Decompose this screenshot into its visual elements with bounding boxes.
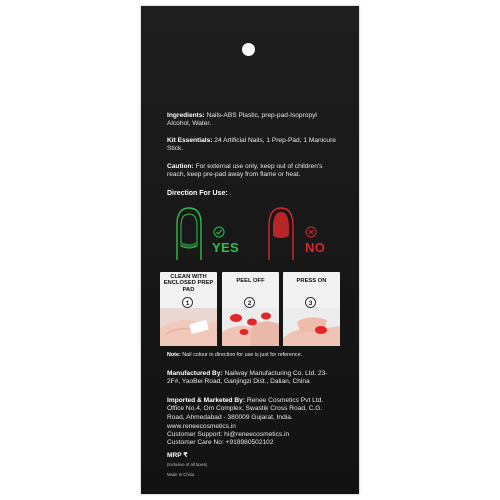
ingredients-text (167, 112, 339, 129)
ingredients-value: Nails-ABS Plastic, prep-pad-Isopropyl Alcohol, Water. (167, 112, 317, 128)
step-label: PEEL OFF (236, 278, 265, 284)
imported-by-label: Imported & Marketed By: (167, 397, 246, 404)
note-text (167, 352, 339, 359)
step-card-press (283, 272, 340, 346)
mrp-inclusive-text: (Inclusive of all taxes) (167, 462, 208, 467)
kit-essentials-label: Kit Essentials: (167, 137, 213, 144)
no-label: NO (305, 240, 326, 255)
step-card-clean (160, 272, 217, 346)
step-card-peel (222, 272, 279, 346)
mrp-label: MRP ₹ (167, 452, 188, 459)
product-card-back (141, 6, 359, 494)
caution-text (167, 163, 339, 180)
check-circle-icon (213, 226, 225, 238)
imported-by-text (167, 397, 339, 422)
step-label: PRESS ON (296, 278, 327, 284)
note-label: Note: (167, 352, 181, 358)
manufactured-by-label: Manufactured By: (167, 370, 223, 377)
made-in-text: Made In China (167, 472, 195, 477)
yes-label: YES (212, 240, 239, 255)
imported-by-value: Renee Cosmetics Pvt Ltd. Office No.4, Om Complex, Swastik Cross Road, C.G. Road, Ahmedabad - 380009 Gujarat, India. (167, 397, 324, 421)
ingredients-label: Ingredients: (167, 112, 205, 119)
manufactured-by-text (167, 370, 339, 387)
caution-value: For external use only, keep out of children's reach, keep pre-pad away from flame or heat. (167, 163, 323, 179)
step-number: 2 (244, 297, 255, 308)
hand-cleaning-illustration (160, 308, 217, 346)
cross-circle-icon (305, 226, 317, 238)
customer-support-text: Customer Support: hi@reneecosmetics.in (167, 431, 290, 438)
step-number: 1 (182, 297, 193, 308)
kit-essentials-value: 24 Artificial Nails, 1 Prep-Pad, 1 Manicure Stick. (167, 137, 336, 153)
step-number: 3 (305, 297, 316, 308)
kit-essentials-text (167, 137, 339, 154)
note-value: Nail colour in direction for use is just for reference. (180, 352, 303, 358)
website-text: www.reneecosmetics.in (167, 423, 236, 430)
press-nail-illustration (283, 308, 340, 346)
step-label: CLEAN WITH ENCLOSED PREP PAD (163, 274, 214, 293)
customer-care-text: Customer Care No: +918980502102 (167, 439, 274, 446)
manufactured-by-value: Nailway Manufacturing Co. Ltd. 23-2F#, YaoBei Road, Ganjingzi Dist., Dalian, China (167, 370, 328, 386)
direction-heading: Direction For Use: (167, 190, 228, 197)
caution-label: Caution: (167, 163, 194, 170)
hang-hole (242, 43, 255, 56)
peel-nail-illustration (222, 308, 279, 346)
